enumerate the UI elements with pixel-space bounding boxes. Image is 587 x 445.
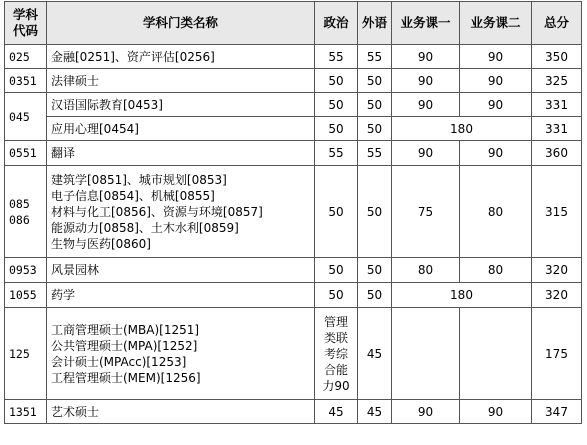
row-name-line: 工程管理硕士(MEM)[1256] [51,370,201,385]
row-name: 风景园林 [47,258,315,283]
row-politics-merged [315,308,358,400]
row-course2: 90 [460,45,532,69]
row-foreign: 50 [358,258,392,283]
table-row [5,308,582,400]
header-name: 学科门类名称 [47,2,315,45]
row-course1: 90 [392,93,460,117]
row-total: 347 [532,400,582,424]
table-row [5,258,582,283]
row-politics: 55 [315,141,358,166]
row-total: 350 [532,45,582,69]
row-name [47,308,315,400]
row-name: 艺术硕士 [47,400,315,424]
header-course1: 业务课一 [392,2,460,45]
row-politics: 55 [315,45,358,69]
header-foreign: 外语 [358,2,392,45]
row-name: 汉语国际教育[0453] [47,93,315,117]
row-total: 175 [532,308,582,400]
row-name-line: 生物与医药[0860] [51,236,151,251]
header-code [5,2,47,45]
row-politics: 50 [315,117,358,141]
row-total: 325 [532,69,582,93]
row-foreign: 50 [358,93,392,117]
merged-text-line: 考综 [323,346,348,361]
row-name: 法律硕士 [47,69,315,93]
row-foreign: 50 [358,166,392,258]
row-name-line: 会计硕士(MPAcc)[1253] [51,354,187,369]
table-row [5,45,582,69]
row-course1: 80 [392,258,460,283]
table-row [5,69,582,93]
row-foreign: 55 [358,45,392,69]
row-course2: 90 [460,69,532,93]
table-row [5,141,582,166]
row-total: 331 [532,117,582,141]
row-course2: 90 [460,93,532,117]
row-name [47,166,315,258]
header-row [5,2,582,45]
row-total: 315 [532,166,582,258]
row-name-line: 公共管理硕士(MPA)[1252] [51,338,198,353]
row-code: 0953 [5,258,47,283]
row-code: 125 [5,308,47,400]
row-total: 331 [532,93,582,117]
header-code-line1: 学科 [12,7,38,22]
row-course1: 75 [392,166,460,258]
header-course2: 业务课二 [460,2,532,45]
row-foreign: 50 [358,117,392,141]
row-name: 药学 [47,283,315,308]
row-politics: 50 [315,69,358,93]
row-foreign: 50 [358,283,392,308]
row-code-line: 086 [9,212,30,227]
row-course1: 90 [392,141,460,166]
merged-text-line: 管理 [323,314,348,329]
row-total: 320 [532,258,582,283]
table-row [5,117,582,141]
row-code: 025 [5,45,47,69]
row-code [5,166,47,258]
row-foreign: 45 [358,308,392,400]
header-code-line2: 代码 [12,23,38,38]
row-course2: 80 [460,166,532,258]
row-name-line: 工商管理硕士(MBA)[1251] [51,322,200,337]
row-course-merged: 180 [392,283,532,308]
header-politics: 政治 [315,2,358,45]
row-course1: 90 [392,45,460,69]
row-foreign: 55 [358,141,392,166]
row-politics: 50 [315,258,358,283]
header-total: 总分 [532,2,582,45]
row-name-line: 电子信息[0854]、机械[0855] [51,188,215,203]
row-code: 1055 [5,283,47,308]
row-name: 应用心理[0454] [47,117,315,141]
row-course2: 80 [460,258,532,283]
row-name-line: 建筑学[0851]、城市规划[0853] [51,172,227,187]
row-politics: 50 [315,93,358,117]
row-code: 0351 [5,69,47,93]
row-name-line: 材料与化工[0856]、资源与环境[0857] [51,204,263,219]
merged-text-line: 力90 [322,378,350,393]
row-name: 翻译 [47,141,315,166]
row-name-line: 能源动力[0858]、土木水利[0859] [51,220,239,235]
score-table [4,1,582,424]
row-course-merged: 180 [392,117,532,141]
merged-text-line: 合能 [323,362,348,377]
row-code: 045 [5,93,47,141]
row-course2: 90 [460,141,532,166]
table-row [5,93,582,117]
row-politics: 50 [315,166,358,258]
row-total: 360 [532,141,582,166]
table-row [5,283,582,308]
row-politics: 45 [315,400,358,424]
row-foreign: 45 [358,400,392,424]
row-foreign: 50 [358,69,392,93]
row-total: 320 [532,283,582,308]
row-course2 [460,308,532,400]
row-code: 0551 [5,141,47,166]
table-row [5,166,582,258]
merged-text-line: 类联 [323,330,348,345]
row-course1: 90 [392,69,460,93]
row-name: 金融[0251]、资产评估[0256] [47,45,315,69]
row-course2: 90 [460,400,532,424]
row-course1 [392,308,460,400]
row-course1: 90 [392,400,460,424]
row-code-line: 085 [9,196,30,211]
row-politics: 50 [315,283,358,308]
row-code: 1351 [5,400,47,424]
table-row [5,400,582,424]
